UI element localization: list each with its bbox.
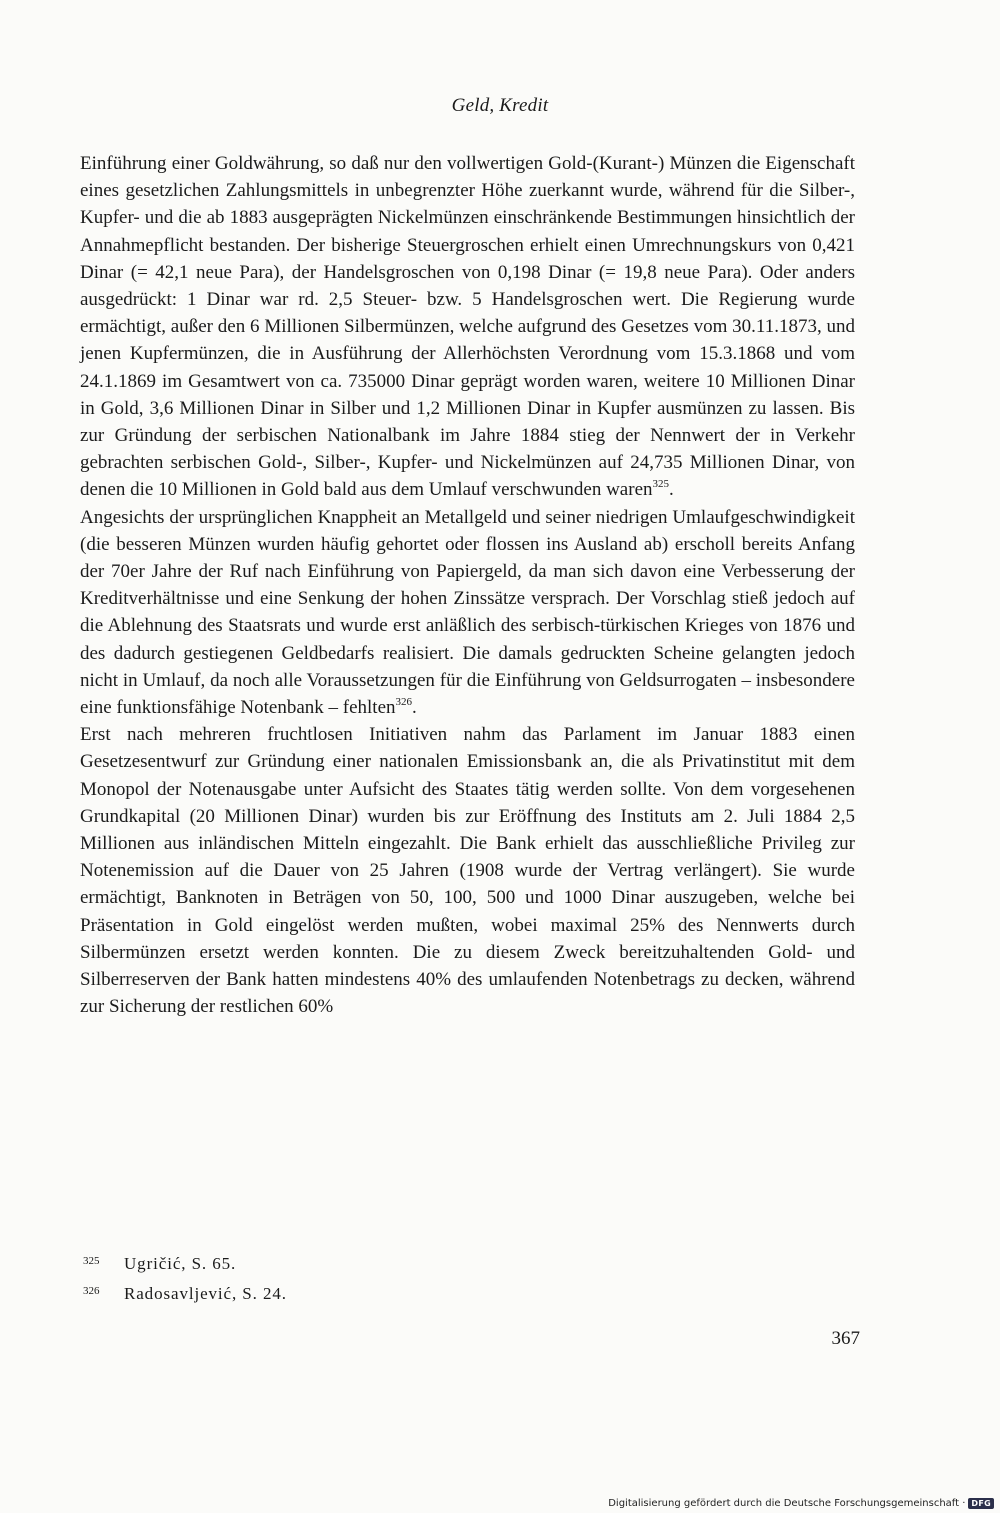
footnote-ref: 325 — [652, 478, 669, 491]
paragraph-text: . — [669, 479, 674, 501]
running-head: Geld, Kredit — [451, 95, 549, 116]
body-paragraph — [80, 504, 855, 722]
paragraph-text: . — [412, 697, 417, 719]
paragraph-text: Erst nach mehreren fruchtlosen Initiativen nahm das Parlament im Januar 1883 einen Gesetzesentwurf zur Gründung einer nationalen Emissionsbank an, die als Privatinstitut mit dem Monopol der Notenausgabe unter Aufsicht des Staates tätig werden sollte. Von dem vorgesehenen Grundkapital (20 Millionen Dinar) wurden bis zur Eröffnung des Instituts am 2. Juli 1884 2,5 Millionen aus inländischen Mitteln eingezahlt. Die Bank erhielt das ausschließliche Privileg zur Notenemission auf die Dauer von 25 Jahren (1908 wurde der Vertrag verlängert). Sie wurde ermächtigt, Banknoten in Beträgen von 50, 100, 500 und 1000 Dinar auszugeben, welche bei Präsentation in Gold eingelöst werden mußten, wobei maximal 25% des Nennwerts durch Silbermünzen ersetzt werden konnten. Die zu diesem Zweck bereitzuhaltenden Gold- und Silberreserven der Bank hatten mindestens 40% des umlaufenden Notenbetrags zu decken, während zur Sicherung der restlichen 60% — [80, 724, 855, 1018]
dfg-logo: DFG — [968, 1498, 994, 1509]
footnote — [83, 1280, 853, 1310]
footnote-ref: 326 — [395, 695, 413, 708]
footnotes — [83, 1250, 853, 1310]
body-paragraph — [80, 150, 855, 504]
footnote-number: 325 — [83, 1255, 100, 1267]
digitization-credit — [608, 1498, 994, 1509]
page-number: 367 — [831, 1328, 860, 1349]
footnote-number: 326 — [83, 1285, 100, 1297]
paragraph-text: Angesichts der ursprünglichen Knappheit an Metallgeld und seiner niedrigen Umlaufgeschwindigkeit (die besseren Münzen wurden häufig gehortet oder flossen ins Ausland ab) erscholl bereits Anfang der 70er Jahre der Ruf nach Einführung von Papiergeld, da man sich davon eine Verbesserung der Kreditverhältnisse und eine Senkung der hohen Zinssätze versprach. Der Vorschlag stieß jedoch auf die Ablehnung des Staatsrats und wurde erst anläßlich des serbisch-türkischen Krieges von 1876 und des dadurch gestiegenen Geldbedarfs realisiert. Die damals gedruckten Scheine gelangten jedoch nicht in Umlauf, da noch alle Voraussetzungen für die Einführung von Geldsurrogaten – insbesondere eine funktionsfähige Notenbank – fehlten — [80, 506, 855, 719]
footnote — [83, 1250, 853, 1280]
footnote-text: Radosavljević, S. 24. — [124, 1284, 287, 1303]
credit-text: Digitalisierung gefördert durch die Deutsche Forschungsgemeinschaft · — [608, 1498, 966, 1509]
paragraph-text: Einführung einer Goldwährung, so daß nur den vollwertigen Gold-(Kurant-) Münzen die Eigenschaft eines gesetzlichen Zahlungsmittels in unbegrenzter Höhe zuerkannt wurde, während für die Silber-, Kupfer- und die ab 1883 ausgeprägten Nickelmünzen einschränkende Bestimmungen hinsichtlich der Annahmepflicht bestanden. Der bisherige Steuergroschen erhielt einen Umrechnungskurs von 0,421 Dinar (= 42,1 neue Para), der Handelsgroschen von 0,198 Dinar (= 19,8 neue Para). Oder anders ausgedrückt: 1 Dinar war rd. 2,5 Steuer- bzw. 5 Handelsgroschen wert. Die Regierung wurde ermächtigt, außer den 6 Millionen Silbermünzen, welche aufgrund des Gesetzes vom 30.11.1873, und jenen Kupfermünzen, die in Ausführung der Allerhöchsten Verordnung vom 15.3.1868 und vom 24.1.1869 im Gesamtwert von ca. 735000 Dinar geprägt worden waren, weitere 10 Millionen Dinar in Gold, 3,6 Millionen Dinar in Silber und 1,2 Millionen Dinar in Kupfer ausmünzen zu lassen. Bis zur Gründung der serbischen Nationalbank im Jahre 1884 stieg der Nennwert der in Verkehr gebrachten serbischen Gold-, Silber-, Kupfer- und Nickelmünzen auf 24,735 Millionen Dinar, von denen die 10 Millionen in Gold bald aus dem Umlauf verschwunden waren — [80, 153, 855, 501]
body-paragraph — [80, 721, 855, 1020]
footnote-text: Ugričić, S. 65. — [124, 1254, 237, 1273]
body-text — [80, 150, 855, 1021]
